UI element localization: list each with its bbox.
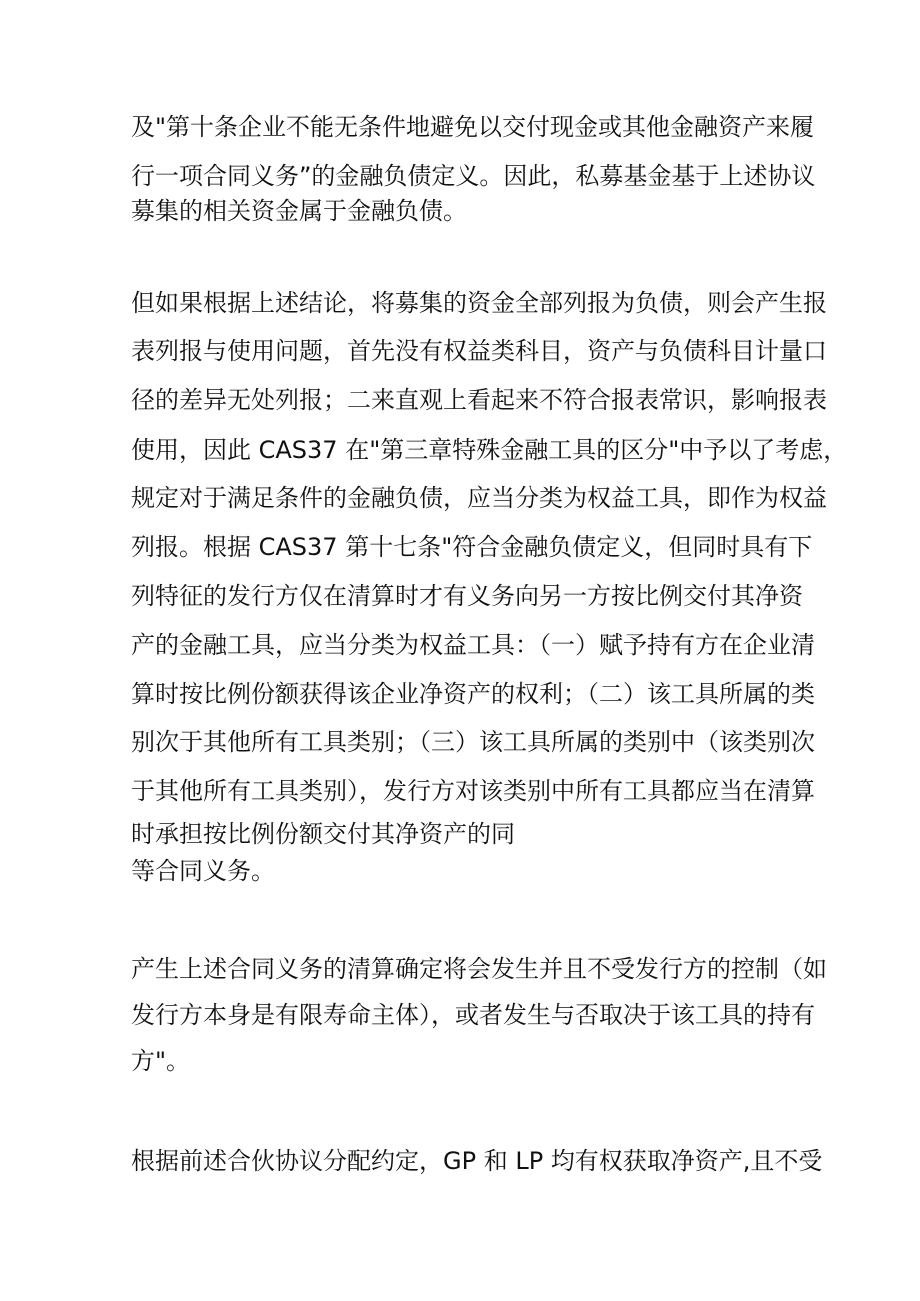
paragraph-line: 算时按比例份额获得该企业净资产的权利；（二）该工具所属的类 bbox=[131, 680, 815, 708]
paragraph-line: 产的金融工具，应当分类为权益工具：（一）赋予持有方在企业清 bbox=[131, 631, 815, 659]
paragraph-line: 根据前述合伙协议分配约定，GP 和 LP 均有权获取净资产,且不受 bbox=[131, 1147, 823, 1175]
paragraph-line: 别次于其他所有工具类别；（三）该工具所属的类别中（该类别次 bbox=[131, 728, 815, 756]
paragraph-line: 募集的相关资金属于金融负债。 bbox=[131, 197, 467, 225]
paragraph-line: 发行方本身是有限寿命主体），或者发生与否取决于该工具的持有 bbox=[131, 1001, 815, 1029]
paragraph-line: 及"第十条企业不能无条件地避免以交付现金或其他金融资产来履 bbox=[131, 113, 815, 141]
paragraph-line: 规定对于满足条件的金融负债，应当分类为权益工具，即作为权益 bbox=[131, 484, 827, 512]
paragraph-line: 但如果根据上述结论，将募集的资金全部列报为负债，则会产生报 bbox=[131, 289, 827, 317]
paragraph-line: 时承担按比例份额交付其净资产的同 bbox=[131, 820, 515, 848]
paragraph-line: 方"。 bbox=[131, 1047, 191, 1075]
paragraph-line: 列报。根据 CAS37 第十七条"符合金融负债定义，但同时具有下 bbox=[131, 533, 813, 561]
paragraph-line: 等合同义务。 bbox=[131, 857, 275, 885]
paragraph-line: 于其他所有工具类别），发行方对该类别中所有工具都应当在清算 bbox=[131, 777, 815, 805]
paragraph-line: 表列报与使用问题，首先没有权益类科目，资产与负债科目计量口 bbox=[131, 337, 827, 365]
paragraph-line: 使用，因此 CAS37 在"第三章特殊金融工具的区分"中予以了考虑， bbox=[131, 436, 848, 464]
paragraph-line: 列特征的发行方仅在清算时才有义务向另一方按比例交付其净资 bbox=[131, 582, 803, 610]
paragraph-line: 行一项合同义务”的金融负债定义。因此，私募基金基于上述协议 bbox=[131, 162, 816, 190]
paragraph-line: 径的差异无处列报；二来直观上看起来不符合报表常识，影响报表 bbox=[131, 386, 827, 414]
paragraph-line: 产生上述合同义务的清算确定将会发生并且不受发行方的控制（如 bbox=[131, 955, 827, 983]
